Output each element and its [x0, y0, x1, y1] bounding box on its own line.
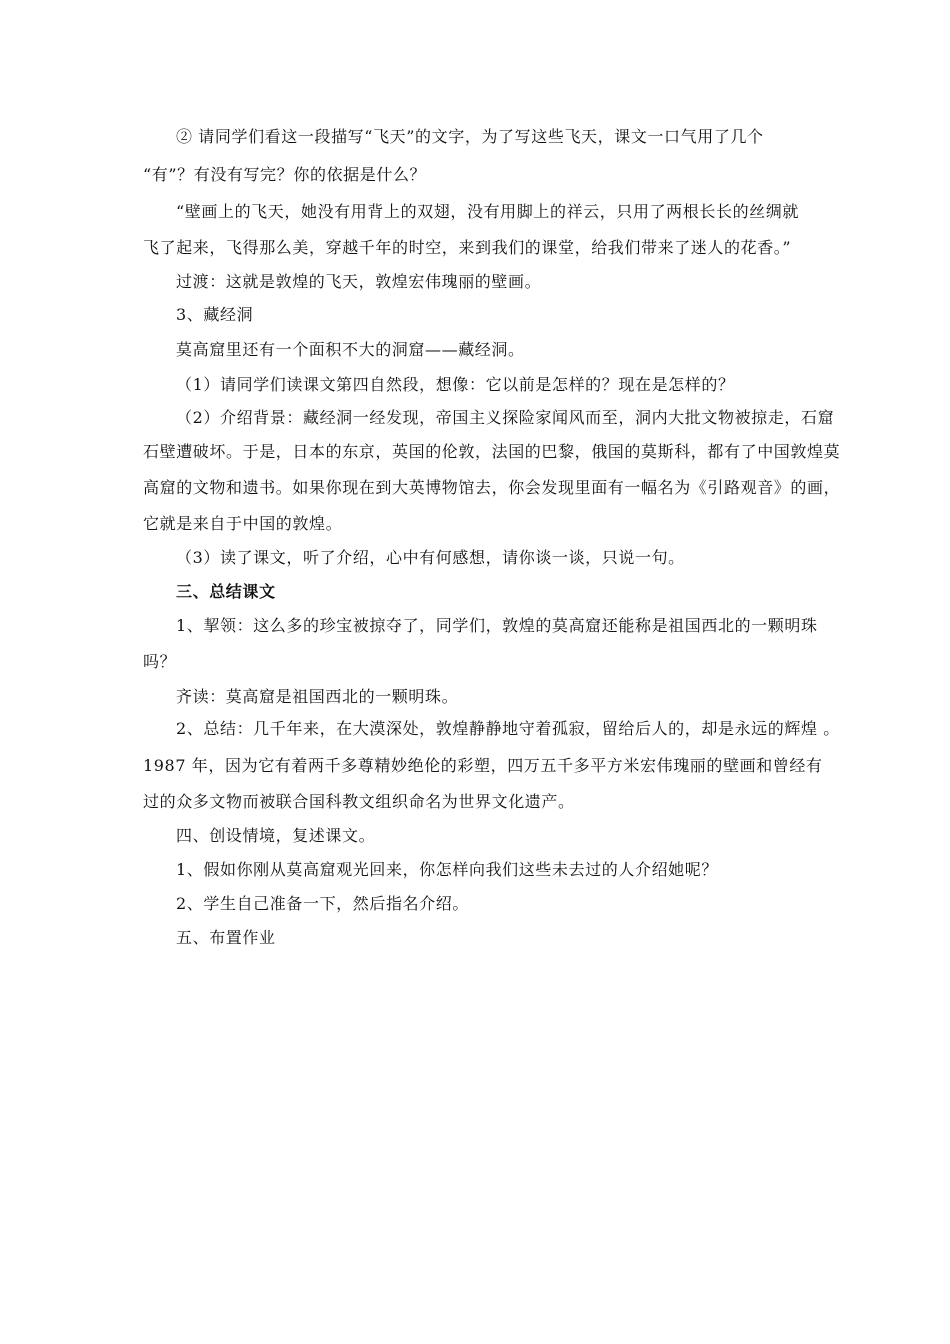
paragraph-line: （2）介绍背景：藏经洞一经发现，帝国主义探险家闻风而至，洞内大批文物被掠走，石窟 — [176, 408, 835, 427]
section-heading: 四、创设情境，复述课文。 — [176, 826, 376, 845]
quote-line: “壁画上的飞天，她没有用背上的双翅，没有用脚上的祥云，只用了两根长长的丝绸就 — [176, 202, 799, 221]
paragraph-line: 它就是来自于中国的敦煌。 — [143, 514, 343, 533]
paragraph-line: 2、总结：几千年来，在大漠深处，敦煌静静地守着孤寂，留给后人的，却是永远的辉煌 。 — [176, 719, 840, 738]
section-heading: 五、布置作业 — [176, 928, 276, 947]
paragraph-line: 1、假如你刚从莫高窟观光回来，你怎样向我们这些未去过的人介绍她呢？ — [176, 860, 718, 879]
paragraph-line: ② 请同学们看这一段描写“飞天”的文字，为了写这些飞天，课文一口气用了几个 — [176, 127, 764, 146]
paragraph-line: 过渡：这就是敦煌的飞天，敦煌宏伟瑰丽的壁画。 — [176, 272, 542, 291]
paragraph-line: （3）读了课文，听了介绍，心中有何感想，请你谈一谈，只说一句。 — [176, 548, 685, 567]
quote-line: 飞了起来，飞得那么美，穿越千年的时空，来到我们的课堂，给我们带来了迷人的花香。” — [143, 238, 792, 257]
paragraph-line: 齐读：莫高窟是祖国西北的一颗明珠。 — [176, 687, 459, 706]
paragraph-line: （1）请同学们读课文第四自然段，想像：它以前是怎样的？现在是怎样的？ — [176, 375, 735, 394]
paragraph-line: 1987 年，因为它有着两千多尊精妙绝伦的彩塑，四万五千多平方米宏伟瑰丽的壁画和曾经有 — [143, 756, 823, 775]
paragraph-line: 高窟的文物和遗书。如果你现在到大英博物馆去，你会发现里面有一幅名为《引路观音》的画， — [143, 478, 841, 497]
paragraph-line: 莫高窟里还有一个面积不大的洞窟——藏经洞。 — [176, 340, 525, 359]
paragraph-line: 1、挈领：这么多的珍宝被掠夺了，同学们，敦煌的莫高窟还能称是祖国西北的一颗明珠 — [176, 616, 818, 635]
paragraph-line: 石壁遭破坏。于是，日本的东京，英国的伦敦，法国的巴黎，俄国的莫斯科，都有了中国敦煌莫 — [143, 442, 841, 461]
paragraph-line: 过的众多文物而被联合国科教文组织命名为世界文化遗产。 — [143, 792, 575, 811]
section-heading: 三、总结课文 — [176, 582, 276, 601]
paragraph-line: 2、学生自己准备一下，然后指名介绍。 — [176, 894, 469, 913]
section-heading: 3、藏经洞 — [176, 305, 254, 324]
paragraph-line: “有”？有没有写完？你的依据是什么？ — [143, 165, 427, 184]
paragraph-line: 吗？ — [143, 652, 177, 671]
